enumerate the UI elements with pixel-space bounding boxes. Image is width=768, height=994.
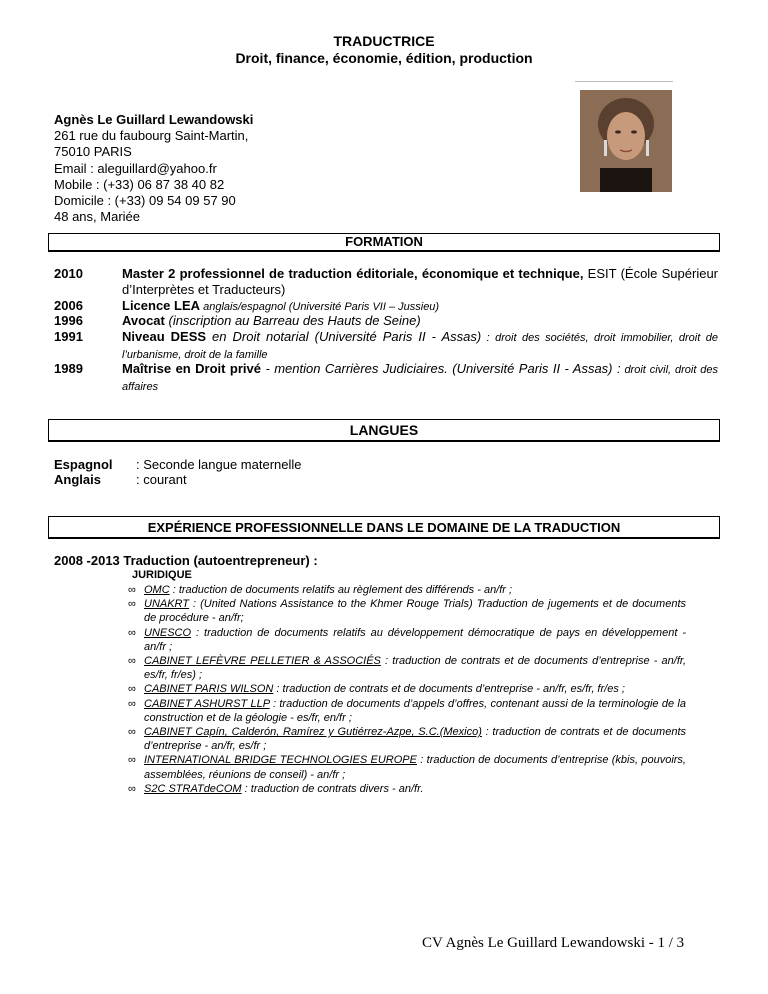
portrait-photo [580,90,672,192]
list-item [128,782,686,796]
list-item [128,697,686,725]
infinity-bullet-icon: ∞ [128,584,136,596]
client-desc: : traduction de documents d’appels d’offres, contenant aussi de la terminologie de la construction et de la géologie - es/fr, en/fr ; [144,697,686,724]
client-name: CABINET LEFÈVRE PELLETIER & ASSOCIÉS [144,655,381,668]
entry-rest: (inscription au Barreau des Hauts de Seine) [164,313,421,328]
infinity-bullet-icon: ∞ [128,683,136,696]
client-name: CABINET Capín, Calderón, Ramírez y Gutiérrez-Azpe, S.C.(Mexico) [144,726,482,739]
formation-entry-dess [122,329,718,363]
entry-title: Niveau DESS [122,329,207,344]
formation-year-2010: 2010 [54,266,83,281]
infinity-bullet-icon: ∞ [128,697,136,710]
lang-anglais-level: : courant [136,472,187,487]
client-desc: : traduction de contrats divers - an/fr. [241,782,424,795]
entry-detail: : droit des sociétés, droit immobilier, droit de l’urbanisme, droit de la famille [122,332,718,361]
home-phone: Domicile : (+33) 09 54 09 57 90 [54,193,236,209]
formation-year-1996: 1996 [54,313,83,328]
client-name: S2C STRATdeCOM [144,782,242,795]
entry-rest: ESIT (École Supérieur d’Interprètes et Traducteurs) [122,266,719,297]
address-line-2: 75010 PARIS [54,144,132,160]
entry-detail: droit civil, droit des affaires [122,364,718,393]
photo-divider [575,81,673,82]
experience-heading: EXPÉRIENCE PROFESSIONNELLE DANS LE DOMAINE DE LA TRADUCTION [48,516,720,539]
infinity-bullet-icon: ∞ [128,598,136,611]
entry-rest: - mention Carrières Judiciaires. (Université Paris II - Assas) : [261,361,621,376]
client-name: CABINET PARIS WILSON [144,683,274,696]
client-name: OMC [144,584,170,596]
candidate-name: Agnès Le Guillard Lewandowski [54,112,254,127]
lang-espagnol-level: : Seconde langue maternelle [136,457,302,472]
client-name: UNESCO [144,626,192,639]
formation-entry-avocat [122,313,718,329]
infinity-bullet-icon: ∞ [128,726,136,739]
entry-title: Licence LEA [122,298,201,313]
page-footer: CV Agnès Le Guillard Lewandowski - 1 / 3 [422,935,685,951]
client-name: UNAKRT [144,598,190,611]
list-item [128,725,686,753]
formation-entry-maitrise [122,361,718,395]
client-desc: : traduction de contrats et de documents d’entreprise - an/fr, es/fr, fr/es ; [273,683,625,696]
client-name: INTERNATIONAL BRIDGE TECHNOLOGIES EUROPE [144,754,417,767]
entry-title: Avocat [122,313,165,328]
document-subtitle: Droit, finance, économie, édition, production [235,50,533,66]
list-item [128,654,686,682]
experience-period: 2008 -2013 Traduction (autoentrepreneur) : [54,553,318,568]
formation-year-1989: 1989 [54,361,83,376]
infinity-bullet-icon: ∞ [128,782,136,795]
mobile-phone: Mobile : (+33) 06 87 38 40 82 [54,176,225,192]
entry-title: Master 2 professionnel de traduction éditoriale, économique et technique, [122,266,584,281]
list-item [128,626,686,654]
client-desc: : traduction de contrats et de documents d’entreprise - an/fr, es/fr, fr/es) ; [144,655,687,682]
lang-anglais: Anglais [54,472,101,487]
list-item [128,583,686,597]
infinity-bullet-icon: ∞ [128,655,136,668]
email: Email : aleguillard@yahoo.fr [54,160,217,176]
age-status: 48 ans, Mariée [54,209,140,225]
lang-espagnol: Espagnol [54,457,113,472]
entry-detail: anglais/espagnol (Université Paris VII – Jussieu) [200,301,440,313]
client-desc: : (United Nations Assistance to the Khmer Rouge Trials) Traduction de jugements et de documents de procédure - an/fr; [144,598,686,625]
experience-list [128,583,686,796]
client-desc: : traduction de documents relatifs au développement démocratique de pays en développement - an/fr ; [144,626,686,653]
list-item [128,597,686,625]
formation-entry-master [122,266,718,298]
client-desc: : traduction de documents d’entreprise (kbis, pouvoirs, assemblées, réunions de conseil) - an/fr ; [144,754,686,781]
formation-heading: FORMATION [48,233,720,252]
infinity-bullet-icon: ∞ [128,626,136,639]
formation-year-2006: 2006 [54,298,83,313]
langues-heading: LANGUES [48,419,720,442]
list-item [128,682,686,696]
client-name: CABINET ASHURST LLP [144,697,270,710]
infinity-bullet-icon: ∞ [128,754,136,767]
address-line-1: 261 rue du faubourg Saint-Martin, [54,128,249,144]
entry-rest: en Droit notarial (Université Paris II - Assas) [206,329,482,344]
formation-year-1991: 1991 [54,329,83,344]
experience-category: JURIDIQUE [132,569,192,581]
list-item [128,753,686,781]
contact-block [54,112,253,225]
client-desc: : traduction de documents relatifs au règlement des différends - an/fr ; [169,584,513,596]
document-title: TRADUCTRICE [333,33,435,49]
entry-title: Maîtrise en Droit privé [122,361,262,376]
client-desc: : traduction de contrats et de documents d’entreprise - an/fr, es/fr ; [144,726,686,753]
